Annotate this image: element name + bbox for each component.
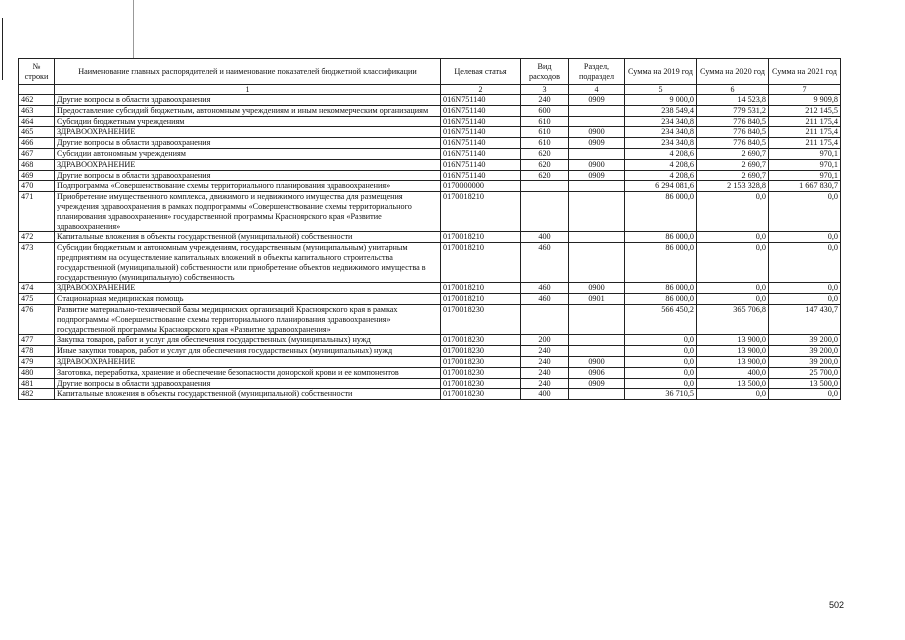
row-sum-2021: 211 175,4 <box>769 138 841 149</box>
row-number: 481 <box>19 378 55 389</box>
row-sum-2020: 0,0 <box>697 389 769 400</box>
row-sum-2021: 970,1 <box>769 170 841 181</box>
header-row-number: № строки <box>19 59 55 85</box>
row-target-article: 016N751140 <box>441 148 521 159</box>
row-expense-type: 240 <box>521 367 569 378</box>
table-row <box>19 105 841 116</box>
row-target-article: 0170018230 <box>441 304 521 334</box>
row-sum-2019: 4 208,6 <box>625 159 697 170</box>
row-expense-type: 610 <box>521 116 569 127</box>
row-sum-2021: 0,0 <box>769 232 841 243</box>
row-sum-2021: 970,1 <box>769 159 841 170</box>
table-row <box>19 283 841 294</box>
row-sum-2021: 147 430,7 <box>769 304 841 334</box>
row-sum-2020: 0,0 <box>697 283 769 294</box>
header-sum-2020: Сумма на 2020 год <box>697 59 769 85</box>
header-expense-type: Вид расходов <box>521 59 569 85</box>
row-sum-2021: 970,1 <box>769 148 841 159</box>
scan-margin-line <box>2 18 3 80</box>
row-name: Заготовка, переработка, хранение и обеспечение безопасности донорской крови и ее компонентов <box>55 367 441 378</box>
row-target-article: 0170018210 <box>441 232 521 243</box>
row-section <box>569 335 625 346</box>
row-target-article: 0170018230 <box>441 356 521 367</box>
col-number: 4 <box>569 85 625 95</box>
row-expense-type: 240 <box>521 356 569 367</box>
row-target-article: 0170018230 <box>441 335 521 346</box>
row-number: 470 <box>19 181 55 192</box>
row-target-article: 0170018210 <box>441 192 521 232</box>
row-section: 0901 <box>569 294 625 305</box>
row-expense-type: 460 <box>521 294 569 305</box>
col-number <box>19 85 55 95</box>
row-sum-2019: 6 294 081,6 <box>625 181 697 192</box>
row-number: 466 <box>19 138 55 149</box>
row-target-article: 016N751140 <box>441 138 521 149</box>
row-expense-type: 610 <box>521 138 569 149</box>
row-expense-type: 620 <box>521 170 569 181</box>
row-section <box>569 346 625 357</box>
row-name: Иные закупки товаров, работ и услуг для обеспечения государственных (муниципальных) нужд <box>55 346 441 357</box>
row-sum-2021: 1 667 830,7 <box>769 181 841 192</box>
row-sum-2020: 779 531,2 <box>697 105 769 116</box>
row-number: 478 <box>19 346 55 357</box>
row-sum-2019: 86 000,0 <box>625 243 697 283</box>
row-sum-2019: 234 340,8 <box>625 138 697 149</box>
row-sum-2020: 365 706,8 <box>697 304 769 334</box>
row-sum-2019: 234 340,8 <box>625 116 697 127</box>
row-sum-2020: 2 153 328,8 <box>697 181 769 192</box>
row-number: 480 <box>19 367 55 378</box>
table-row <box>19 378 841 389</box>
row-sum-2019: 0,0 <box>625 346 697 357</box>
row-sum-2019: 566 450,2 <box>625 304 697 334</box>
row-section <box>569 243 625 283</box>
row-target-article: 016N751140 <box>441 159 521 170</box>
row-section <box>569 304 625 334</box>
row-expense-type: 620 <box>521 159 569 170</box>
table-row <box>19 127 841 138</box>
row-sum-2020: 14 523,8 <box>697 95 769 106</box>
row-section: 0900 <box>569 127 625 138</box>
header-sum-2021: Сумма на 2021 год <box>769 59 841 85</box>
row-number: 462 <box>19 95 55 106</box>
row-sum-2020: 13 900,0 <box>697 356 769 367</box>
table-row <box>19 389 841 400</box>
row-name: Приобретение имущественного комплекса, движимого и недвижимого имущества для размещения учреждения здравоохранения в рамках подпрограммы «Совершенствование схемы территориального планирования здравоохранения» государственной программы Красноярского края «Развитие здравоохранения» <box>55 192 441 232</box>
row-section: 0900 <box>569 283 625 294</box>
row-name: Другие вопросы в области здравоохранения <box>55 95 441 106</box>
table-row <box>19 148 841 159</box>
row-name: Другие вопросы в области здравоохранения <box>55 170 441 181</box>
row-number: 468 <box>19 159 55 170</box>
row-sum-2019: 86 000,0 <box>625 294 697 305</box>
row-section: 0909 <box>569 95 625 106</box>
row-section: 0900 <box>569 356 625 367</box>
row-sum-2021: 212 145,5 <box>769 105 841 116</box>
row-sum-2021: 211 175,4 <box>769 116 841 127</box>
row-sum-2021: 0,0 <box>769 294 841 305</box>
row-name: Подпрограмма «Совершенствование схемы территориального планирования здравоохранения» <box>55 181 441 192</box>
row-number: 471 <box>19 192 55 232</box>
col-number: 3 <box>521 85 569 95</box>
row-name: Субсидии автономным учреждениям <box>55 148 441 159</box>
row-section: 0909 <box>569 378 625 389</box>
row-sum-2020: 776 840,5 <box>697 116 769 127</box>
row-sum-2019: 86 000,0 <box>625 192 697 232</box>
table-row <box>19 356 841 367</box>
row-target-article: 0170018230 <box>441 389 521 400</box>
row-sum-2021: 39 200,0 <box>769 335 841 346</box>
table-row <box>19 116 841 127</box>
row-section <box>569 232 625 243</box>
row-number: 473 <box>19 243 55 283</box>
row-target-article: 016N751140 <box>441 95 521 106</box>
row-number: 482 <box>19 389 55 400</box>
row-sum-2020: 13 900,0 <box>697 346 769 357</box>
row-sum-2020: 776 840,5 <box>697 138 769 149</box>
row-sum-2020: 2 690,7 <box>697 148 769 159</box>
table-row <box>19 367 841 378</box>
row-number: 464 <box>19 116 55 127</box>
row-expense-type <box>521 192 569 232</box>
row-target-article: 016N751140 <box>441 170 521 181</box>
row-sum-2020: 776 840,5 <box>697 127 769 138</box>
row-number: 465 <box>19 127 55 138</box>
row-name: Капитальные вложения в объекты государственной (муниципальной) собственности <box>55 232 441 243</box>
row-sum-2019: 4 208,6 <box>625 170 697 181</box>
row-section <box>569 116 625 127</box>
row-sum-2019: 36 710,5 <box>625 389 697 400</box>
row-expense-type: 460 <box>521 243 569 283</box>
row-sum-2020: 0,0 <box>697 294 769 305</box>
row-expense-type: 400 <box>521 232 569 243</box>
row-expense-type: 610 <box>521 127 569 138</box>
row-sum-2019: 234 340,8 <box>625 127 697 138</box>
row-sum-2021: 0,0 <box>769 389 841 400</box>
col-number: 1 <box>55 85 441 95</box>
row-expense-type: 240 <box>521 346 569 357</box>
row-name: Другие вопросы в области здравоохранения <box>55 138 441 149</box>
row-sum-2020: 2 690,7 <box>697 170 769 181</box>
row-section: 0909 <box>569 170 625 181</box>
row-name: ЗДРАВООХРАНЕНИЕ <box>55 283 441 294</box>
table-row <box>19 159 841 170</box>
table-row <box>19 346 841 357</box>
row-section <box>569 181 625 192</box>
row-name: ЗДРАВООХРАНЕНИЕ <box>55 159 441 170</box>
row-target-article: 0170018210 <box>441 294 521 305</box>
row-number: 477 <box>19 335 55 346</box>
row-sum-2019: 0,0 <box>625 335 697 346</box>
row-target-article: 0170018210 <box>441 243 521 283</box>
row-sum-2021: 9 909,8 <box>769 95 841 106</box>
row-expense-type: 240 <box>521 378 569 389</box>
row-number: 475 <box>19 294 55 305</box>
row-sum-2019: 0,0 <box>625 378 697 389</box>
row-target-article: 0170018210 <box>441 283 521 294</box>
row-expense-type: 200 <box>521 335 569 346</box>
table-row <box>19 232 841 243</box>
row-sum-2019: 4 208,6 <box>625 148 697 159</box>
row-name: Субсидии бюджетным и автономным учреждениям, государственным (муниципальным) унитарным предприятиям на осуществление капитальных вложений в объекты капитального строительства государственной (муниципальной) собственности или приобретение объектов недвижимого имущества в государственную (муниципальную) собственность <box>55 243 441 283</box>
table-row <box>19 192 841 232</box>
table-row <box>19 304 841 334</box>
row-expense-type: 600 <box>521 105 569 116</box>
column-number-row <box>19 85 841 95</box>
row-expense-type: 620 <box>521 148 569 159</box>
table-row <box>19 181 841 192</box>
row-target-article: 016N751140 <box>441 127 521 138</box>
row-sum-2019: 86 000,0 <box>625 283 697 294</box>
row-expense-type: 400 <box>521 389 569 400</box>
row-name: Стационарная медицинская помощь <box>55 294 441 305</box>
page-number: 502 <box>829 600 845 610</box>
row-target-article: 0170018230 <box>441 346 521 357</box>
row-section <box>569 389 625 400</box>
row-name: Другие вопросы в области здравоохранения <box>55 378 441 389</box>
row-target-article: 016N751140 <box>441 105 521 116</box>
row-number: 469 <box>19 170 55 181</box>
row-target-article: 0170018230 <box>441 367 521 378</box>
row-sum-2021: 0,0 <box>769 283 841 294</box>
row-sum-2021: 0,0 <box>769 243 841 283</box>
row-section <box>569 192 625 232</box>
row-sum-2019: 9 000,0 <box>625 95 697 106</box>
table-row <box>19 138 841 149</box>
row-section <box>569 105 625 116</box>
row-sum-2021: 0,0 <box>769 192 841 232</box>
table-row <box>19 243 841 283</box>
row-sum-2021: 39 200,0 <box>769 356 841 367</box>
row-number: 476 <box>19 304 55 334</box>
row-number: 479 <box>19 356 55 367</box>
col-number: 2 <box>441 85 521 95</box>
row-name: Субсидии бюджетным учреждениям <box>55 116 441 127</box>
header-name: Наименование главных распорядителей и наименование показателей бюджетной классификации <box>55 59 441 85</box>
scan-crease-line <box>133 0 134 58</box>
row-name: Предоставление субсидий бюджетным, автономным учреждениям и иным некоммерческим организациям <box>55 105 441 116</box>
row-target-article: 0170000000 <box>441 181 521 192</box>
row-name: Закупка товаров, работ и услуг для обеспечения государственных (муниципальных) нужд <box>55 335 441 346</box>
row-expense-type: 460 <box>521 283 569 294</box>
row-sum-2020: 13 900,0 <box>697 335 769 346</box>
row-sum-2019: 0,0 <box>625 367 697 378</box>
row-number: 474 <box>19 283 55 294</box>
row-sum-2021: 211 175,4 <box>769 127 841 138</box>
row-sum-2020: 13 500,0 <box>697 378 769 389</box>
table-row <box>19 335 841 346</box>
row-number: 467 <box>19 148 55 159</box>
row-sum-2019: 86 000,0 <box>625 232 697 243</box>
row-section: 0906 <box>569 367 625 378</box>
row-sum-2021: 13 500,0 <box>769 378 841 389</box>
row-section: 0900 <box>569 159 625 170</box>
row-expense-type: 240 <box>521 95 569 106</box>
table-row <box>19 95 841 106</box>
row-section: 0909 <box>569 138 625 149</box>
row-sum-2021: 39 200,0 <box>769 346 841 357</box>
header-sum-2019: Сумма на 2019 год <box>625 59 697 85</box>
row-sum-2020: 0,0 <box>697 243 769 283</box>
row-name: Капитальные вложения в объекты государственной (муниципальной) собственности <box>55 389 441 400</box>
row-expense-type <box>521 181 569 192</box>
row-name: ЗДРАВООХРАНЕНИЕ <box>55 356 441 367</box>
col-number: 6 <box>697 85 769 95</box>
col-number: 5 <box>625 85 697 95</box>
row-sum-2020: 0,0 <box>697 192 769 232</box>
table-row <box>19 170 841 181</box>
row-number: 472 <box>19 232 55 243</box>
table-row <box>19 294 841 305</box>
row-sum-2019: 0,0 <box>625 356 697 367</box>
row-section <box>569 148 625 159</box>
row-target-article: 016N751140 <box>441 116 521 127</box>
row-sum-2020: 0,0 <box>697 232 769 243</box>
row-expense-type <box>521 304 569 334</box>
table-header-row <box>19 59 841 85</box>
row-sum-2020: 400,0 <box>697 367 769 378</box>
row-sum-2019: 238 549,4 <box>625 105 697 116</box>
budget-table <box>18 58 841 400</box>
row-name: Развитие материально-технической базы медицинских организаций Красноярского края в рамках подпрограммы «Совершенствование схемы территориального планирования здравоохранения» государственной программы Красноярского края «Развитие здравоохранения» <box>55 304 441 334</box>
row-target-article: 0170018230 <box>441 378 521 389</box>
row-sum-2020: 2 690,7 <box>697 159 769 170</box>
header-target-article: Целевая статья <box>441 59 521 85</box>
row-name: ЗДРАВООХРАНЕНИЕ <box>55 127 441 138</box>
row-sum-2021: 25 700,0 <box>769 367 841 378</box>
row-number: 463 <box>19 105 55 116</box>
col-number: 7 <box>769 85 841 95</box>
header-section: Раздел, подраздел <box>569 59 625 85</box>
